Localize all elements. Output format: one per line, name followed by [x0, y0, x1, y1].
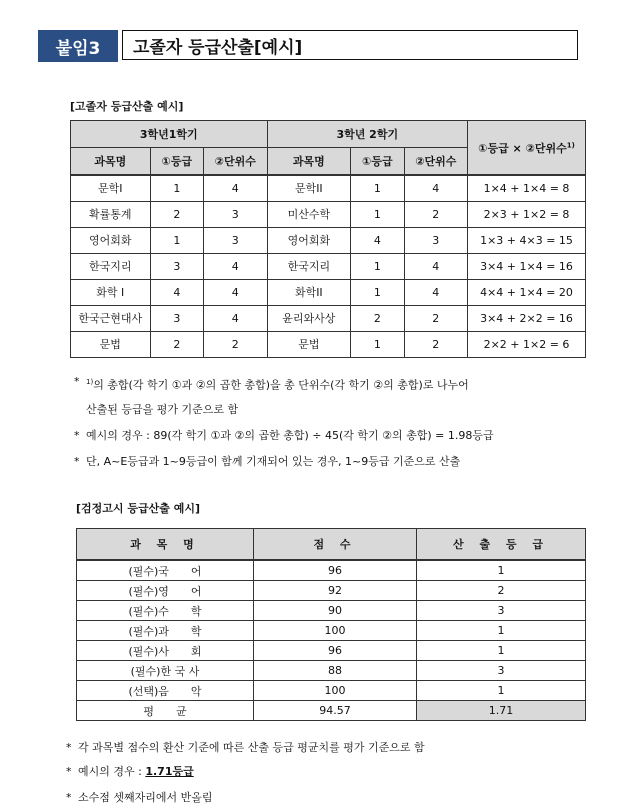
table-cell: 문학II: [267, 175, 351, 201]
page-title: 고졸자 등급산출[예시]: [122, 30, 578, 60]
col-grade: 산 출 등 급: [417, 529, 586, 561]
note-1-cont: 산출된 등급을 평가 기준으로 함: [86, 402, 239, 416]
table-cell: 3: [150, 305, 203, 331]
attachment-badge: 붙임3: [38, 30, 118, 62]
table-cell: 3: [204, 201, 267, 227]
table-cell: 1: [150, 227, 203, 253]
note-3: * 단, A~E등급과 1~9등급이 함께 기재되어 있는 경우, 1~9등급 기준으로 산출: [74, 454, 461, 468]
table-cell: 96: [254, 641, 417, 661]
table-cell: (필수)국 어: [77, 560, 254, 581]
table-cell: (필수)과 학: [77, 621, 254, 641]
table-cell: 한국근현대사: [71, 305, 151, 331]
col-grade-2: ①등급: [351, 148, 404, 176]
table-cell: 1×3 + 4×3 = 15: [468, 227, 586, 253]
note-2: * 예시의 경우 : 89(각 학기 ①과 ②의 곱한 총합) ÷ 45(각 학기 ②의 총합) = 1.98등급: [74, 428, 494, 442]
table-cell: 문법: [267, 331, 351, 357]
note-5: * 예시의 경우 : 1.71등급: [66, 765, 194, 778]
table-cell: 윤리와사상: [267, 305, 351, 331]
col-subject-1: 과목명: [71, 148, 151, 176]
note-4: * 각 과목별 점수의 환산 기준에 따른 산출 등급 평균치를 평가 기준으로 함: [66, 741, 425, 754]
page-header: [38, 30, 578, 62]
table-cell: 2: [150, 201, 203, 227]
table-cell: 2×2 + 1×2 = 6: [468, 331, 586, 357]
table-cell: 3: [404, 227, 467, 253]
table-cell: 2: [404, 201, 467, 227]
table-cell: 4: [351, 227, 404, 253]
col-unit-2: ②단위수: [404, 148, 467, 176]
avg-label: 평 균: [77, 701, 254, 721]
table-cell: 화학 I: [71, 279, 151, 305]
table-cell: 3: [150, 253, 203, 279]
table-cell: 3: [417, 661, 586, 681]
table-cell: 2: [404, 305, 467, 331]
table-cell: (필수)한 국 사: [77, 661, 254, 681]
table-cell: 1: [351, 201, 404, 227]
table-cell: 2: [150, 331, 203, 357]
col-unit-1: ②단위수: [204, 148, 267, 176]
table-cell: 1: [351, 175, 404, 201]
semester1-header: 3학년1학기: [71, 121, 268, 148]
col-subject: 과 목 명: [77, 529, 254, 561]
table-cell: 영어회화: [71, 227, 151, 253]
table-cell: 4: [404, 253, 467, 279]
table-cell: 확률통계: [71, 201, 151, 227]
table-row: [77, 681, 586, 701]
table-row: [71, 279, 586, 305]
table-cell: 4: [204, 279, 267, 305]
table-cell: 96: [254, 560, 417, 581]
table-row: [77, 601, 586, 621]
section2-title: [검정고시 등급산출 예시]: [76, 502, 200, 515]
table-cell: 1: [351, 279, 404, 305]
table-cell: 4: [404, 279, 467, 305]
table-cell: 1: [417, 560, 586, 581]
table-cell: 4: [204, 175, 267, 201]
table-cell: 4×4 + 1×4 = 20: [468, 279, 586, 305]
table-cell: 2: [404, 331, 467, 357]
table-cell: 2: [204, 331, 267, 357]
table-cell: 90: [254, 601, 417, 621]
table-cell: 3×4 + 2×2 = 16: [468, 305, 586, 331]
table-cell: 화학II: [267, 279, 351, 305]
avg-grade: 1.71: [417, 701, 586, 721]
table-row: [77, 641, 586, 661]
table-cell: 한국지리: [71, 253, 151, 279]
table-cell: (필수)영 어: [77, 581, 254, 601]
table-cell: 4: [150, 279, 203, 305]
table-cell: 88: [254, 661, 417, 681]
table-cell: 1×4 + 1×4 = 8: [468, 175, 586, 201]
section2-notes: [66, 740, 425, 806]
table-cell: 영어회화: [267, 227, 351, 253]
table-cell: 2×3 + 1×2 = 8: [468, 201, 586, 227]
table-cell: 1: [351, 331, 404, 357]
table-cell: 2: [351, 305, 404, 331]
semester2-header: 3학년 2학기: [267, 121, 468, 148]
section1-title: [고졸자 등급산출 예시]: [70, 100, 184, 113]
table-cell: 1: [417, 621, 586, 641]
table-row: [71, 227, 586, 253]
table-cell: 문학I: [71, 175, 151, 201]
table-row: [77, 661, 586, 681]
table-row: [71, 253, 586, 279]
table-cell: 4: [404, 175, 467, 201]
table-cell: 4: [204, 305, 267, 331]
table-cell: (선택)음 악: [77, 681, 254, 701]
table-cell: 미산수학: [267, 201, 351, 227]
table-cell: 92: [254, 581, 417, 601]
table-cell: 1: [351, 253, 404, 279]
table-cell: 3: [204, 227, 267, 253]
table-cell: 1: [417, 641, 586, 661]
section1-notes: [74, 374, 494, 470]
table-row: [71, 305, 586, 331]
table-cell: 문법: [71, 331, 151, 357]
table-row: [71, 331, 586, 357]
col-subject-2: 과목명: [267, 148, 351, 176]
table-cell: 100: [254, 621, 417, 641]
note-1: * $^{1)}$의 총합(각 학기 ①과 ②의 곱한 총합)을 총 단위수(각 학기 ②의 총합)로 나누어: [74, 375, 469, 392]
calc-header: ①등급 × ②단위수$^{1)}$: [468, 121, 586, 176]
col-grade-1: ①등급: [150, 148, 203, 176]
table-cell: 한국지리: [267, 253, 351, 279]
table-cell: 3×4 + 1×4 = 16: [468, 253, 586, 279]
table-cell: 2: [417, 581, 586, 601]
table-cell: (필수)사 회: [77, 641, 254, 661]
table-cell: 4: [204, 253, 267, 279]
highschool-grade-table: [70, 120, 586, 358]
note-6: * 소수점 셋째자리에서 반올림: [66, 791, 213, 804]
table-cell: (필수)수 학: [77, 601, 254, 621]
table-cell: 100: [254, 681, 417, 701]
table-cell: 1: [417, 681, 586, 701]
table-row: [77, 581, 586, 601]
table-row: [77, 621, 586, 641]
table-row: [71, 201, 586, 227]
table-cell: 1: [150, 175, 203, 201]
table-cell: 3: [417, 601, 586, 621]
col-score: 점 수: [254, 529, 417, 561]
table-row: [77, 560, 586, 581]
ged-grade-table: [76, 528, 586, 721]
avg-score: 94.57: [254, 701, 417, 721]
table-row: [71, 175, 586, 201]
